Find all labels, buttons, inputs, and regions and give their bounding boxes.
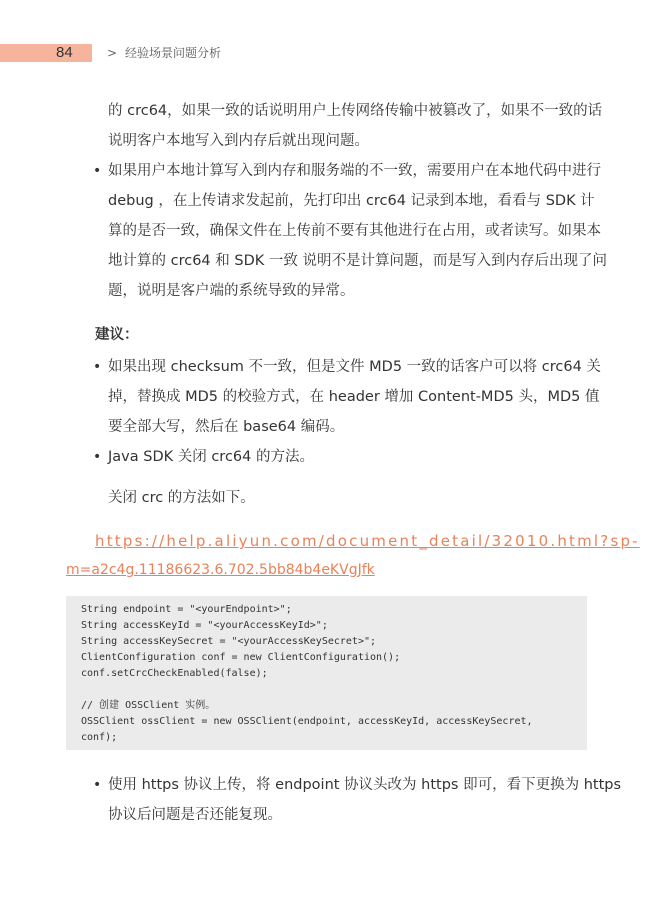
bullet-item-checksum [108,352,601,442]
doc-link-line1[interactable]: https://help.aliyun.com/document_detail/32010.html?sp- [95,532,640,550]
close-crc-text: 关闭 crc 的方法如下。 [108,490,255,506]
bullet-line: 掉，替换成 MD5 的校验方式，在 header 增加 Content-MD5 头，MD5 值 [108,389,600,405]
paragraph-line: 说明客户本地写入到内存后就出现问题。 [108,133,369,149]
code-line: ClientConfiguration conf = new ClientConfiguration(); [81,652,401,663]
code-comment: // 创建 OSSClient 实例。 [81,700,216,711]
bullet-dot: • [93,777,102,793]
bullet-line: Java SDK 关闭 crc64 的方法。 [108,449,314,465]
code-line: conf); [81,732,118,743]
code-line: String accessKeyId = "<yourAccessKeyId>"; [81,620,328,631]
code-line: OSSClient ossClient = new OSSClient(endpoint, accessKeyId, accessKeySecret, [81,716,533,727]
code-line: String endpoint = "<yourEndpoint>"; [81,604,292,615]
bullet-item-java-sdk [108,442,588,472]
bullet-item-https [108,770,622,830]
bullet-line: 题，说明是客户端的系统导致的异常。 [108,283,355,299]
bullet-line: 协议后问题是否还能复现。 [108,807,282,823]
doc-link-line2[interactable]: m=a2c4g.11186623.6.702.5bb84b4eKVgJfk [66,562,375,578]
chapter-title: 经验场景问题分析 [125,46,222,60]
suggestion-heading: 建议： [95,327,139,343]
bullet-dot: • [93,163,102,179]
code-line: String accessKeySecret = "<yourAccessKeySecret>"; [81,636,377,647]
bullet-line: 地计算的 crc64 和 SDK 一致 说明不是计算问题，而是写入到内存后出现了问 [108,253,607,269]
bullet-line: 如果用户本地计算写入到内存和服务端的不一致，需要用户在本地代码中进行 [108,163,601,179]
bullet-dot: • [93,449,102,465]
paragraph-continuation [108,96,603,156]
header-accent-bar [0,44,92,62]
breadcrumb-arrow: > [107,46,118,60]
bullet-line: debug ，在上传请求发起前，先打印出 crc64 记录到本地，看看与 SDK 计 [108,193,595,209]
bullet-item-local-crc [108,156,607,306]
paragraph-line: 的 crc64，如果一致的话说明用户上传网络传输中被篡改了，如果不一致的话 [108,103,603,119]
bullet-line: 使用 https 协议上传，将 endpoint 协议头改为 https 即可，看下更换为 https [108,777,622,793]
bullet-line: 如果出现 checksum 不一致，但是文件 MD5 一致的话客户可以将 crc64 关 [108,359,601,375]
page-number: 84 [56,44,73,61]
bullet-dot: • [93,359,102,375]
code-line: conf.setCrcCheckEnabled(false); [81,668,268,679]
bullet-line: 算的是否一致，确保文件在上传前不要有其他进行在占用，或者读写。如果本 [108,223,601,239]
bullet-line: 要全部大写，然后在 base64 编码。 [108,419,345,435]
